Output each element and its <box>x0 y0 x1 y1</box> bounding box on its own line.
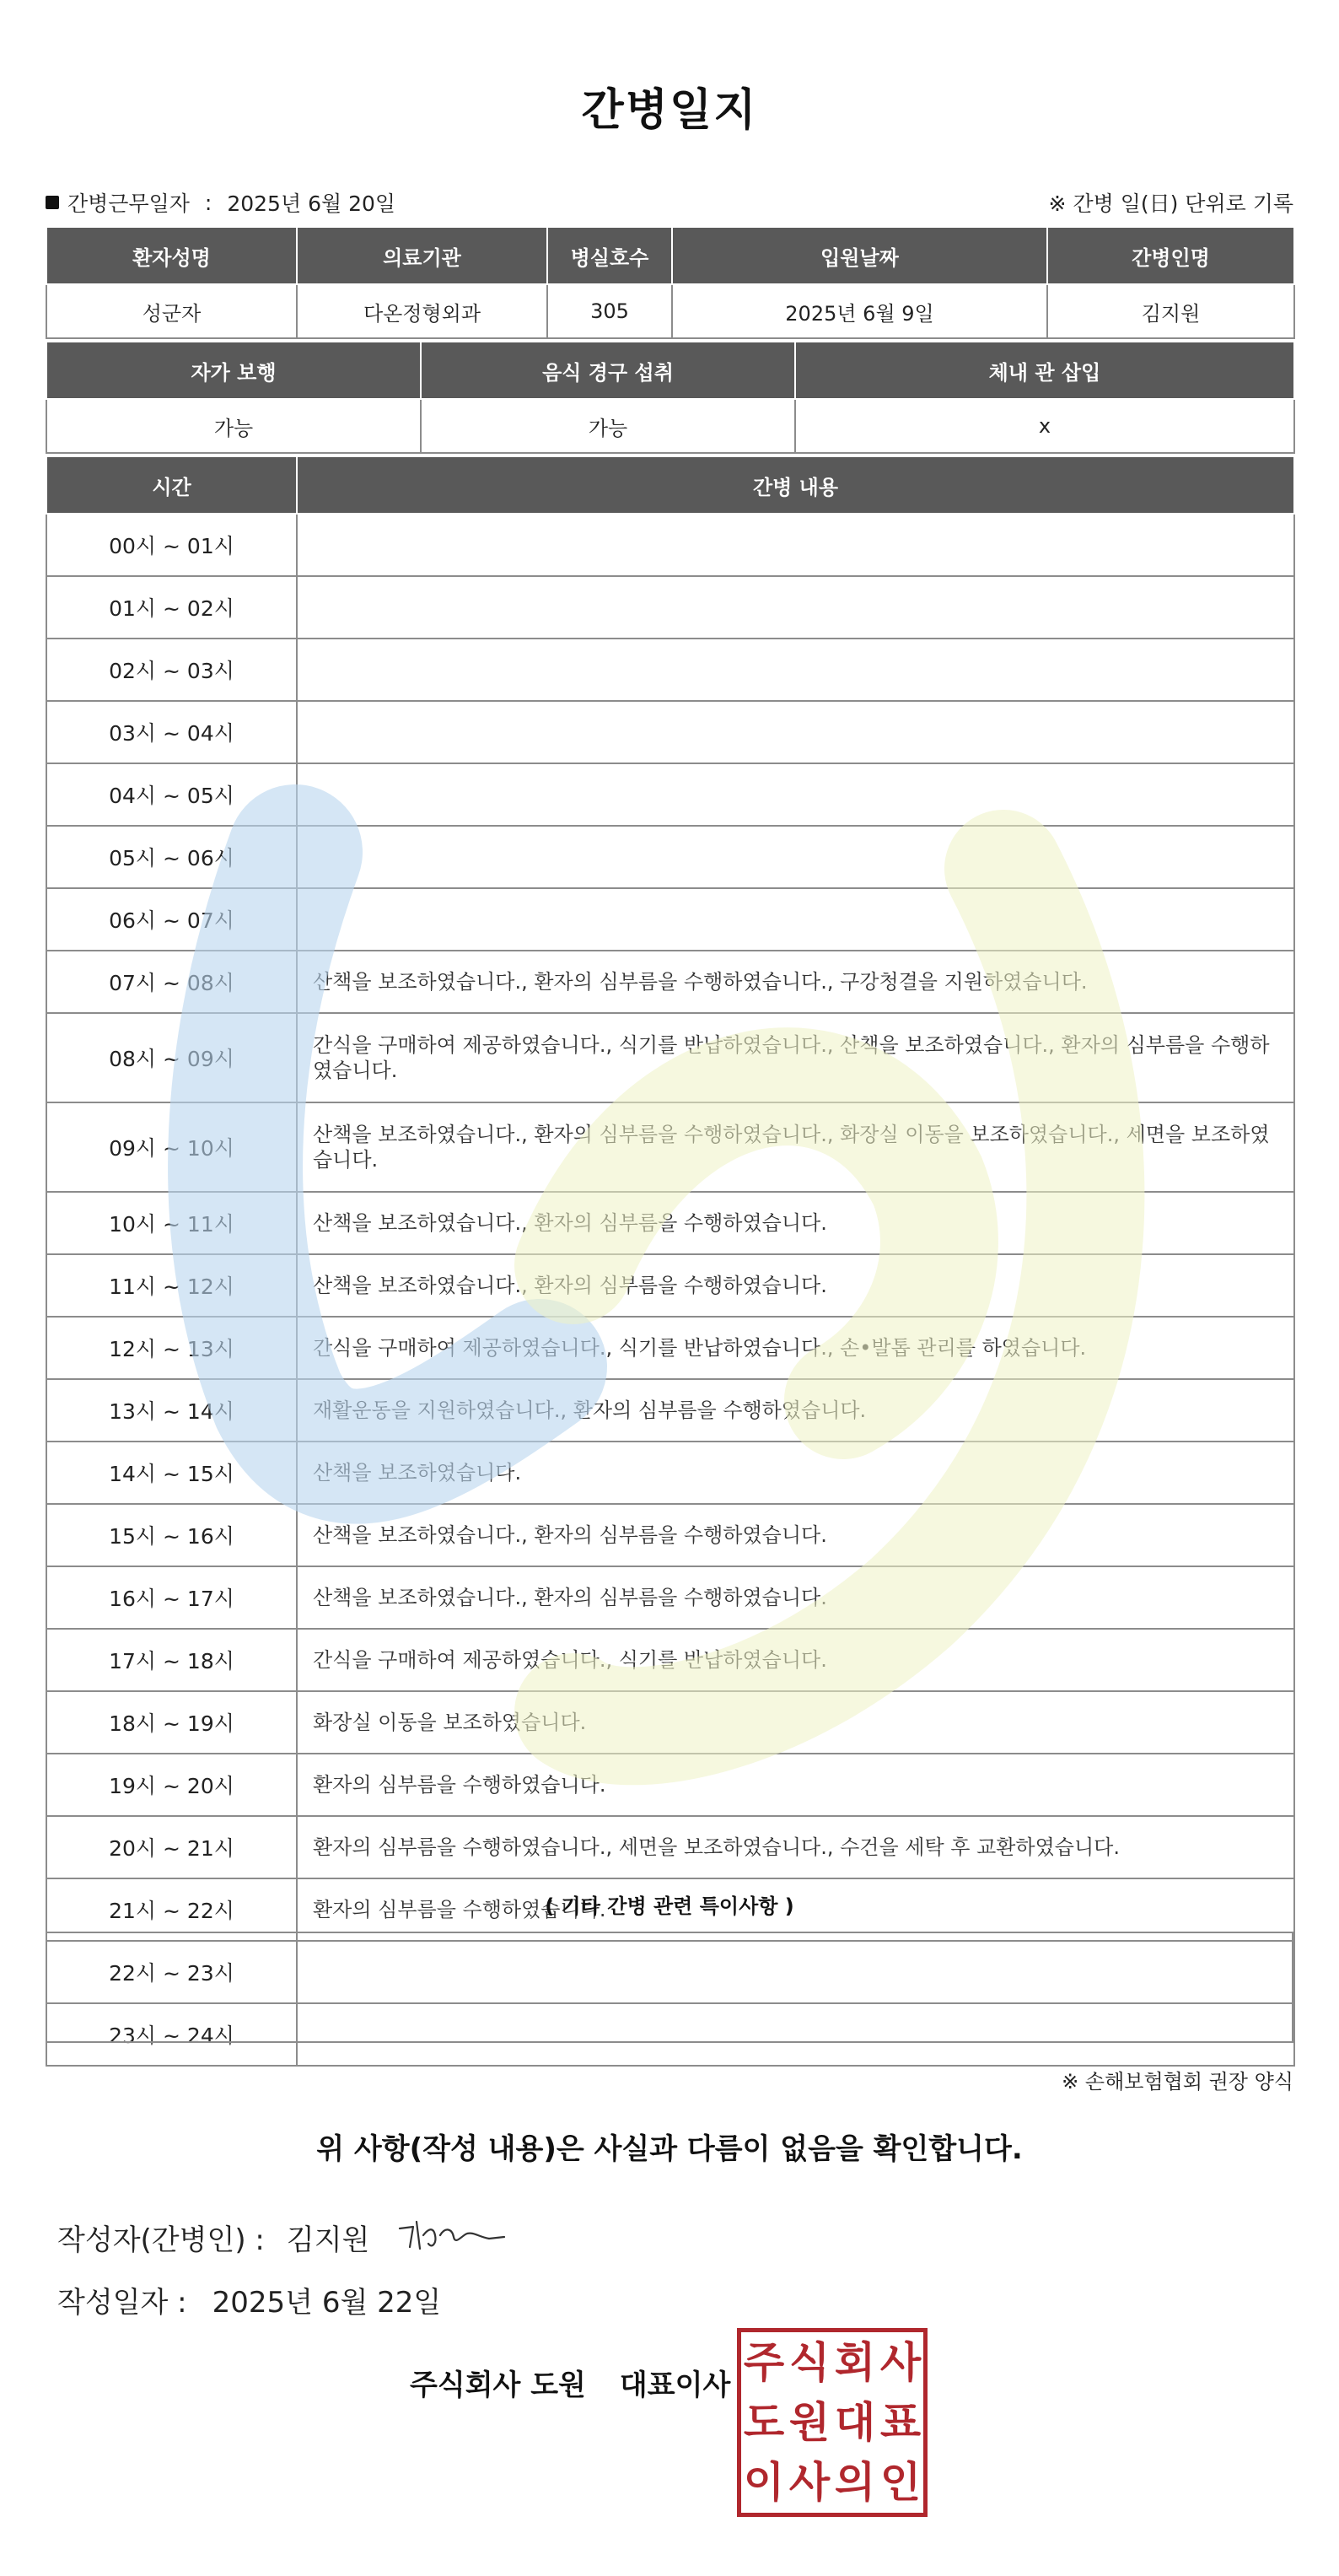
log-content <box>297 888 1294 951</box>
writer-name: 김지원 <box>286 2223 370 2257</box>
log-time: 22시 ~ 23시 <box>46 1941 297 2003</box>
log-row <box>46 1192 1294 1254</box>
log-content: 간식을 구매하여 제공하였습니다., 식기를 반납하였습니다., 손•발톱 관리를 하였습니다. <box>297 1317 1294 1379</box>
log-content: 산책을 보조하였습니다., 환자의 심부름을 수행하였습니다. <box>297 1566 1294 1629</box>
log-row <box>46 888 1294 951</box>
log-row <box>46 826 1294 888</box>
work-date-value: 2025년 6월 20일 <box>227 191 396 216</box>
room-number: 305 <box>547 284 672 338</box>
header-hospital: 의료기관 <box>297 227 547 284</box>
admission-date: 2025년 6월 9일 <box>672 284 1047 338</box>
log-row <box>46 1317 1294 1379</box>
work-date-separator: : <box>204 190 212 215</box>
log-row <box>46 1442 1294 1504</box>
hospital-name: 다온정형외과 <box>297 284 547 338</box>
log-time: 21시 ~ 22시 <box>46 1878 297 1941</box>
company-name: 주식회사 도원 <box>410 2369 586 2402</box>
header-walking: 자가 보행 <box>46 342 421 399</box>
log-content <box>297 826 1294 888</box>
log-content: 화장실 이동을 보조하였습니다. <box>297 1691 1294 1754</box>
bullet-square-icon <box>46 196 59 209</box>
caregiver-name: 김지원 <box>1047 284 1294 338</box>
log-row <box>46 1691 1294 1754</box>
walking-status: 가능 <box>46 399 421 453</box>
log-row <box>46 1566 1294 1629</box>
signature-image <box>395 2210 513 2261</box>
log-time: 09시 ~ 10시 <box>46 1102 297 1192</box>
ceo-title: 대표이사 <box>619 2369 731 2402</box>
log-content: 환자의 심부름을 수행하였습니다. <box>297 1754 1294 1816</box>
log-time: 15시 ~ 16시 <box>46 1504 297 1566</box>
log-content: 환자의 심부름을 수행하였습니다., 세면을 보조하였습니다., 수건을 세탁 후 교환하였습니다. <box>297 1816 1294 1878</box>
header-time: 시간 <box>46 456 297 514</box>
special-notes-box <box>46 1932 1293 2043</box>
unit-note: ※ 간병 일(日) 단위로 기록 <box>1048 191 1293 216</box>
patient-name: 성군자 <box>46 284 297 338</box>
log-content: 재활운동을 지원하였습니다., 환자의 심부름을 수행하였습니다. <box>297 1379 1294 1442</box>
log-row <box>46 1102 1294 1192</box>
special-notes-title: ( 기타 간병 관련 특이사항 ) <box>545 1894 794 1918</box>
log-row <box>46 1816 1294 1878</box>
log-time: 01시 ~ 02시 <box>46 576 297 639</box>
log-row <box>46 576 1294 639</box>
log-time: 19시 ~ 20시 <box>46 1754 297 1816</box>
header-care-content: 간병 내용 <box>297 456 1294 514</box>
log-time: 12시 ~ 13시 <box>46 1317 297 1379</box>
log-time: 00시 ~ 01시 <box>46 514 297 576</box>
tube-insertion-status: x <box>795 399 1294 453</box>
log-row <box>46 1013 1294 1102</box>
log-time: 20시 ~ 21시 <box>46 1816 297 1878</box>
header-oral-intake: 음식 경구 섭취 <box>421 342 795 399</box>
patient-status-table <box>46 341 1295 454</box>
log-time: 14시 ~ 15시 <box>46 1442 297 1504</box>
log-content: 산책을 보조하였습니다., 환자의 심부름을 수행하였습니다. <box>297 1192 1294 1254</box>
log-time: 17시 ~ 18시 <box>46 1629 297 1691</box>
patient-info-table <box>46 226 1295 339</box>
log-row <box>46 1504 1294 1566</box>
log-row <box>46 514 1294 576</box>
header-tube-insertion: 체내 관 삽입 <box>795 342 1294 399</box>
log-content <box>297 763 1294 826</box>
log-time: 02시 ~ 03시 <box>46 639 297 701</box>
oral-intake-status: 가능 <box>421 399 795 453</box>
log-time: 11시 ~ 12시 <box>46 1254 297 1317</box>
log-time: 05시 ~ 06시 <box>46 826 297 888</box>
written-date-label: 작성일자 : <box>57 2286 187 2320</box>
header-room: 병실호수 <box>547 227 672 284</box>
log-time: 18시 ~ 19시 <box>46 1691 297 1754</box>
log-time: 13시 ~ 14시 <box>46 1379 297 1442</box>
log-content <box>297 576 1294 639</box>
log-content: 산책을 보조하였습니다. <box>297 1442 1294 1504</box>
writer-line <box>57 2217 369 2258</box>
log-time: 07시 ~ 08시 <box>46 951 297 1013</box>
log-content: 산책을 보조하였습니다., 환자의 심부름을 수행하였습니다., 화장실 이동을 보조하였습니다., 세면을 보조하였습니다. <box>297 1102 1294 1192</box>
header-patient-name: 환자성명 <box>46 227 297 284</box>
log-row <box>46 639 1294 701</box>
log-time: 04시 ~ 05시 <box>46 763 297 826</box>
company-signature-line <box>410 2362 730 2403</box>
log-row <box>46 701 1294 763</box>
log-content: 간식을 구매하여 제공하였습니다., 식기를 반납하였습니다. <box>297 1629 1294 1691</box>
document-title: 간병일지 <box>581 85 758 136</box>
log-row <box>46 1629 1294 1691</box>
log-content: 간식을 구매하여 제공하였습니다., 식기를 반납하였습니다., 산책을 보조하였습니다., 환자의 심부름을 수행하였습니다. <box>297 1013 1294 1102</box>
company-seal-stamp: 주 식 회 사 도 원 대 표 이 사 의 인 <box>737 2328 928 2517</box>
header-caregiver-name: 간병인명 <box>1047 227 1294 284</box>
log-time: 16시 ~ 17시 <box>46 1566 297 1629</box>
work-date <box>46 187 395 218</box>
log-time: 06시 ~ 07시 <box>46 888 297 951</box>
care-log-table <box>46 455 1295 2067</box>
log-time: 08시 ~ 09시 <box>46 1013 297 1102</box>
log-content <box>297 639 1294 701</box>
log-content: 산책을 보조하였습니다., 환자의 심부름을 수행하였습니다. <box>297 1254 1294 1317</box>
written-date: 2025년 6월 22일 <box>212 2286 442 2320</box>
log-time: 23시 ~ 24시 <box>46 2003 297 2066</box>
header-admission-date: 입원날짜 <box>672 227 1047 284</box>
insurer-note: ※ 손해보험협회 권장 양식 <box>1062 2070 1293 2094</box>
log-content: 환자의 심부름을 수행하였습니다. <box>297 1878 1294 1941</box>
log-time: 03시 ~ 04시 <box>46 701 297 763</box>
written-date-line <box>57 2279 441 2320</box>
log-row <box>46 951 1294 1013</box>
log-row <box>46 1754 1294 1816</box>
log-row <box>46 1379 1294 1442</box>
writer-label: 작성자(간병인) : <box>57 2223 265 2257</box>
log-row <box>46 763 1294 826</box>
work-date-label: 간병근무일자 <box>67 191 190 216</box>
log-content <box>297 514 1294 576</box>
log-row <box>46 1254 1294 1317</box>
log-content: 산책을 보조하였습니다., 환자의 심부름을 수행하였습니다., 구강청결을 지원하였습니다. <box>297 951 1294 1013</box>
log-content <box>297 701 1294 763</box>
log-content: 산책을 보조하였습니다., 환자의 심부름을 수행하였습니다. <box>297 1504 1294 1566</box>
log-time: 10시 ~ 11시 <box>46 1192 297 1254</box>
confirmation-statement: 위 사항(작성 내용)은 사실과 다름이 없음을 확인합니다. <box>316 2132 1023 2166</box>
